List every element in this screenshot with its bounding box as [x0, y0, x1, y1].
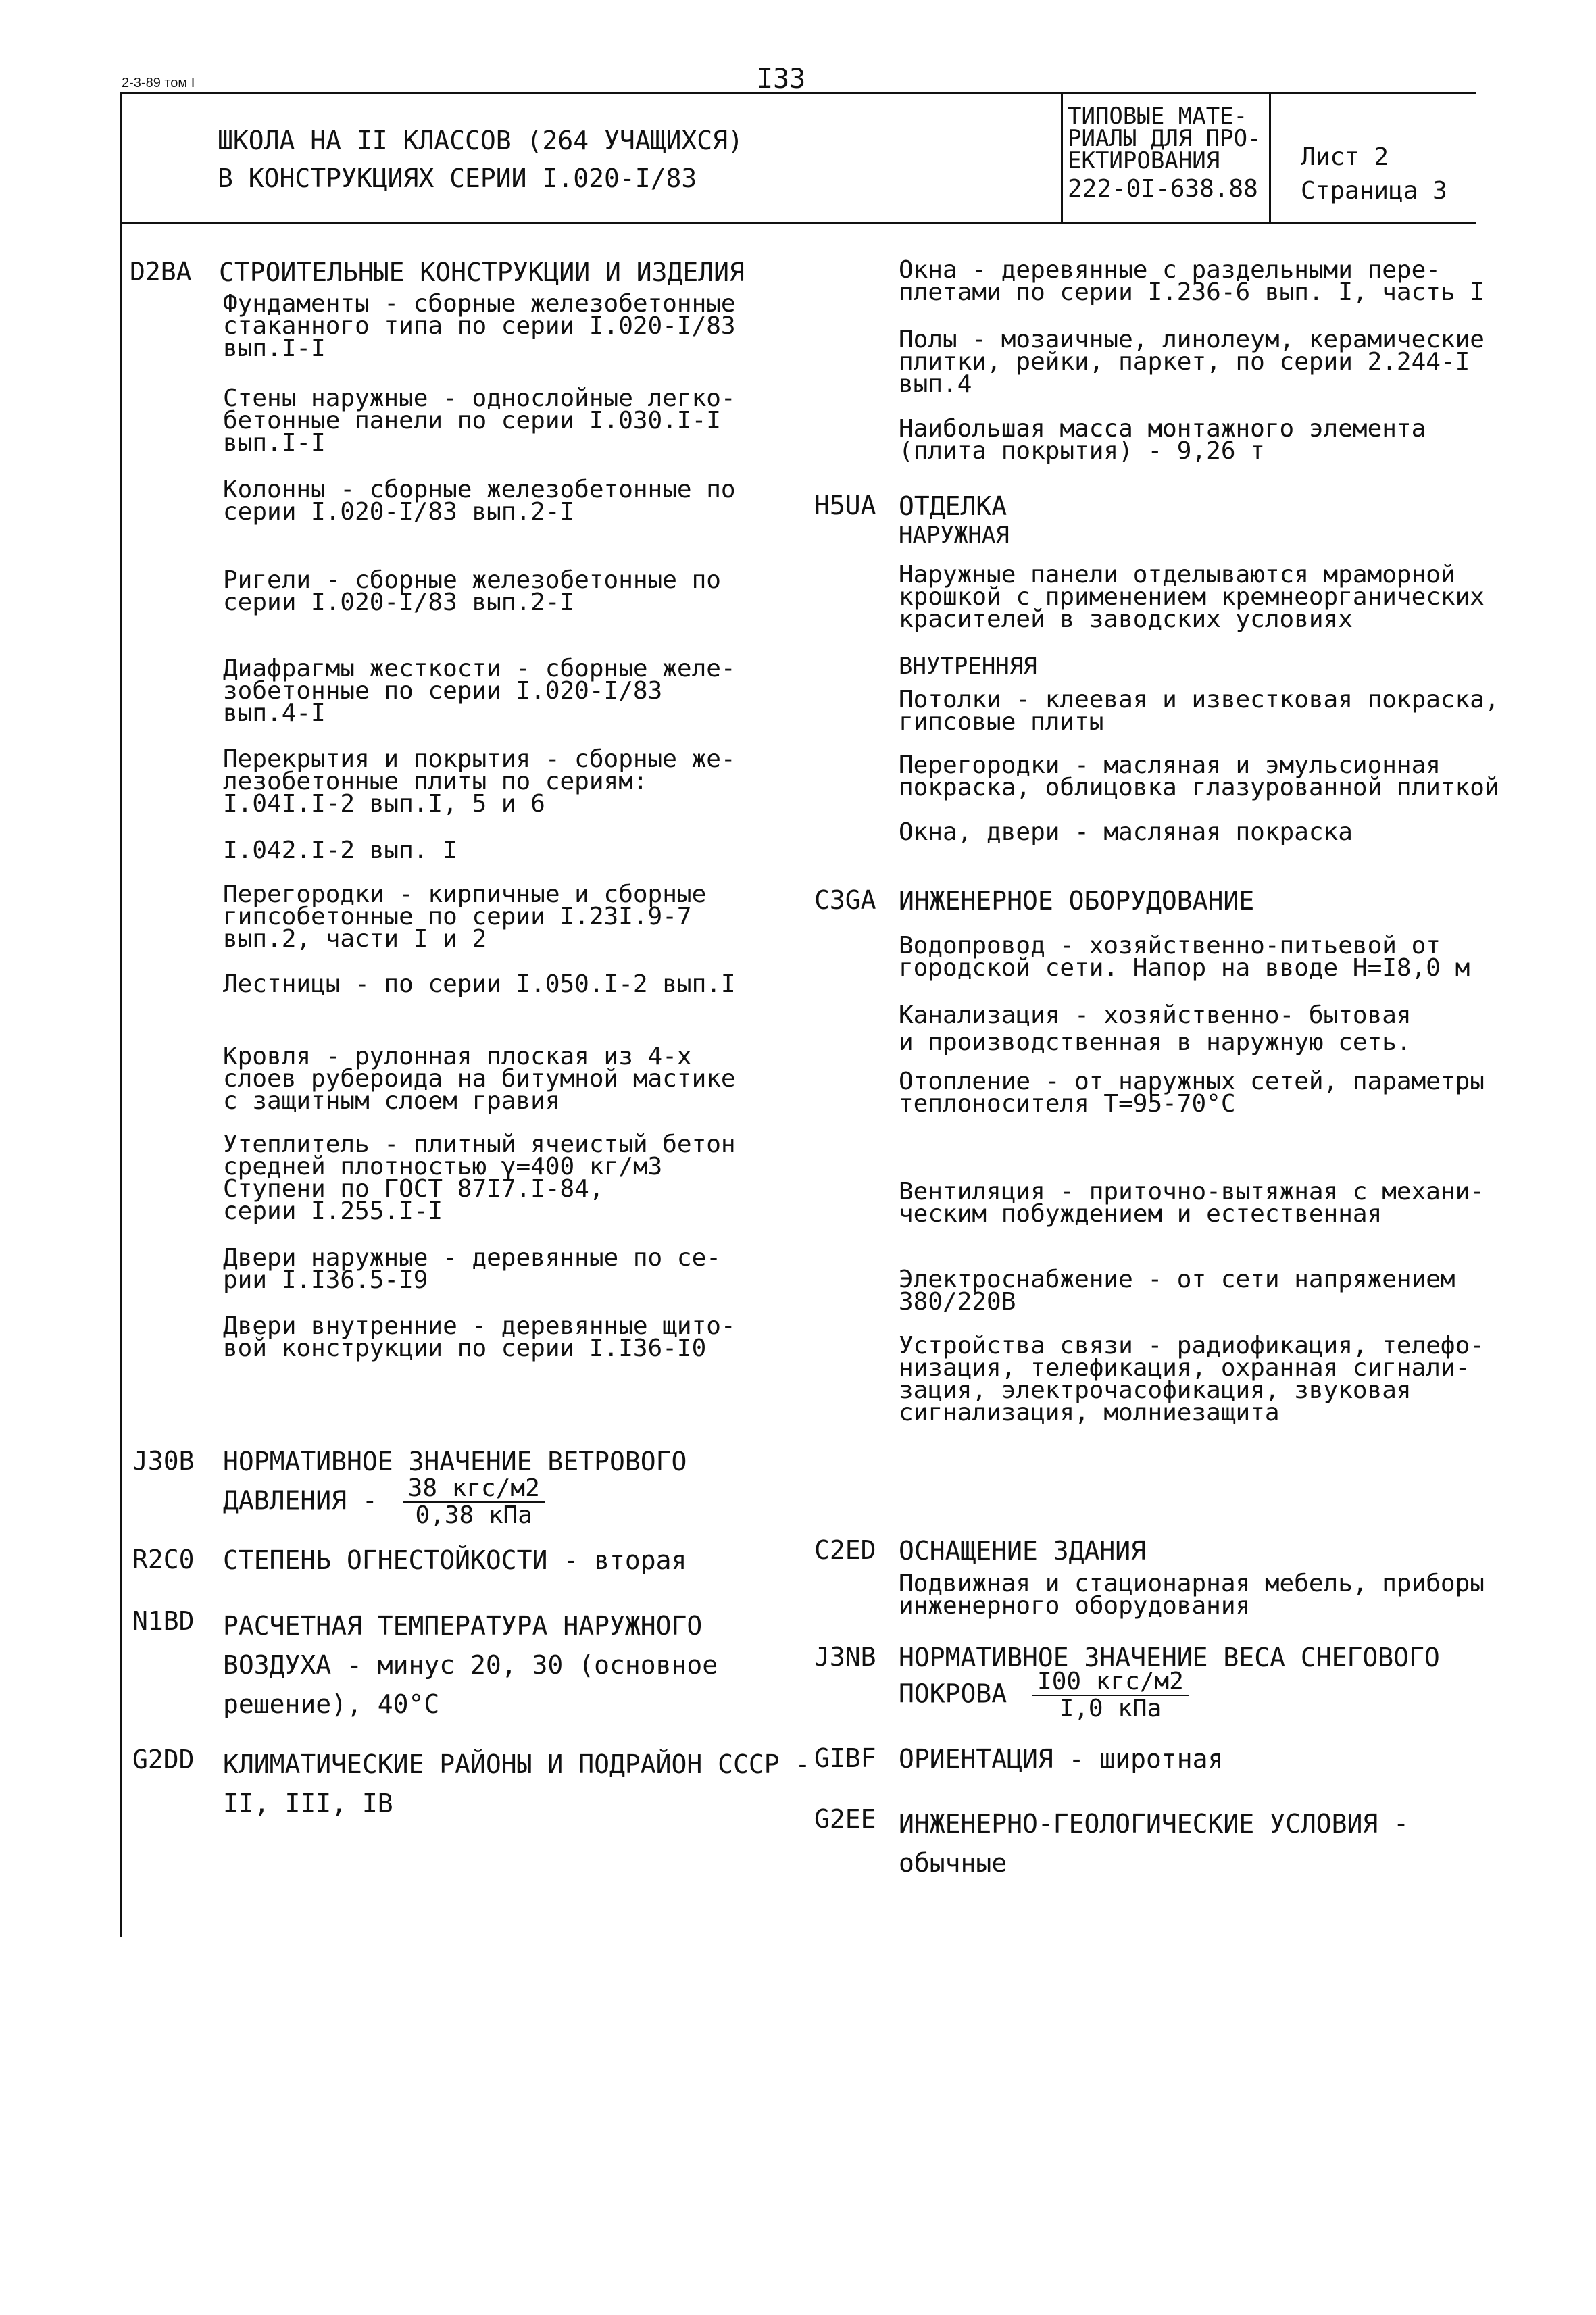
wind-pressure-value — [223, 1476, 842, 1528]
foundations-text: Фундаменты - сборные железобетонные стаканного типа по серии I.020-I/83 вып.I-I — [223, 290, 736, 362]
stairs-text: Лестницы - по серии I.050.I-2 вып.I — [223, 970, 736, 998]
section-title: НОРМАТИВНОЕ ЗНАЧЕНИЕ ВЕТРОВОГО — [223, 1447, 687, 1476]
section-title: ИНЖЕНЕРНО-ГЕОЛОГИЧЕСКИЕ УСЛОВИЯ - — [899, 1809, 1409, 1839]
header-divider-2 — [1269, 92, 1271, 222]
section-code: G2DD — [132, 1745, 195, 1774]
slabs-text: Перекрытия и покрытия - сборные же- лезобетонные плиты по сериям: I.04I.I-2 вып.I, 5 и 6 — [223, 745, 736, 818]
section-title: НОРМАТИВНОЕ ЗНАЧЕНИЕ ВЕСА СНЕГОВОГО — [899, 1643, 1440, 1672]
columns-text: Колонны - сборные железобетонные по серии I.020-I/83 вып.2-I — [223, 476, 736, 526]
slabs-series-text: I.042.I-2 вып. I — [223, 837, 457, 864]
diaphragms-text: Диафрагмы жесткости - сборные желе- зобетонные по серии I.020-I/83 вып.4-I — [223, 655, 736, 727]
section-climate-regions — [132, 1745, 876, 1823]
snow-load-fraction — [1032, 1669, 1189, 1722]
stamp-line3: ЕКТИРОВАНИЯ — [1068, 147, 1220, 174]
walls-text: Стены наружные - однослойные легко- бетонные панели по серии I.030.I-I вып.I-I — [223, 384, 736, 457]
partitions-text: Перегородки - кирпичные и сборные гипсобетонные по серии I.23I.9-7 вып.2, части I и 2 — [223, 880, 707, 953]
section-building-equipment — [814, 1535, 1571, 1566]
section-code: H5UA — [814, 491, 876, 520]
snow-load-label: ПОКРОВА — [899, 1678, 1007, 1709]
section-finishing — [814, 491, 1571, 549]
interior-subtitle: ВНУТРЕННЯЯ — [899, 653, 1037, 680]
communications-text: Устройства связи - радиофикация, телефо- низация, телефикация, охранная сигнали- зация, электрочасофикация, звуковая сигнализация, молниезащита — [899, 1332, 1485, 1426]
document-title-line2: В КОНСТРУКЦИЯХ СЕРИИ I.020-I/83 — [218, 164, 697, 193]
heating-text: Отопление - от наружных сетей, параметры теплоносителя T=95-70°C — [899, 1068, 1485, 1118]
climate-regions-values: II, III, IB — [223, 1789, 393, 1818]
section-title: КЛИМАТИЧЕСКИЕ РАЙОНЫ И ПОДРАЙОН СССР - — [223, 1749, 811, 1779]
ceilings-text: Потолки - клеевая и известковая покраска, гипсовые плиты — [899, 686, 1499, 736]
sewerage-text: Канализация - хозяйственно- бытовая и производственная в наружную сеть. — [899, 1001, 1412, 1056]
exterior-subtitle: НАРУЖНАЯ — [899, 522, 1009, 549]
power-supply-text: Электроснабжение - от сети напряжением 380/220В — [899, 1266, 1455, 1316]
wind-pressure-fraction — [403, 1476, 545, 1528]
outdoor-temperature-line2: ВОЗДУХА - минус 20, 30 (основное — [223, 1650, 718, 1680]
sheet-label: Лист 2 — [1301, 143, 1389, 171]
section-wind-pressure — [132, 1446, 842, 1528]
section-title: РАСЧЕТНАЯ ТЕМПЕРАТУРА НАРУЖНОГО — [223, 1611, 703, 1641]
stamp-line4: 222-0I-638.88 — [1068, 175, 1258, 203]
stamp-line1: ТИПОВЫЕ МАТЕ- — [1068, 103, 1248, 130]
section-code: J30B — [132, 1446, 195, 1476]
wind-pressure-denominator: 0,38 кПа — [415, 1501, 532, 1529]
wind-pressure-numerator: 38 кгс/м2 — [403, 1476, 545, 1503]
section-building-structures — [130, 257, 805, 288]
insulation-text: Утеплитель - плитный ячеистый бетон средней плотностью γ=400 кг/м3 Ступени по ГОСТ 87I7.I-84, серии I.255.I-I — [223, 1130, 736, 1225]
snow-load-denominator: I,0 кПа — [1059, 1695, 1162, 1722]
section-code: C2ED — [814, 1535, 876, 1565]
section-snow-load — [814, 1642, 1571, 1722]
section-title: ОРИЕНТАЦИЯ - широтная — [899, 1744, 1224, 1774]
section-code: GIBF — [814, 1743, 876, 1773]
section-code: R2C0 — [132, 1545, 195, 1574]
section-geology — [814, 1804, 1571, 1883]
section-code: J3NB — [814, 1642, 876, 1672]
max-mass-text: Наибольшая масса монтажного элемента (плита покрытия) - 9,26 т — [899, 415, 1426, 465]
ventilation-text: Вентиляция - приточно-вытяжная с механи- ческим побуждением и естественная — [899, 1178, 1485, 1228]
document-title-line1: ШКОЛА НА II КЛАССОВ (264 УЧАЩИХСЯ) — [218, 126, 743, 155]
document-title — [218, 122, 743, 197]
section-code: C3GA — [814, 885, 876, 915]
header-divider-1 — [1061, 92, 1063, 222]
section-outdoor-temperature — [132, 1606, 842, 1724]
roof-text: Кровля - рулонная плоская из 4-х слоев рубероида на битумной мастике с защитным слоем гравия — [223, 1043, 736, 1115]
exterior-finish-text: Наружные панели отделываются мраморной крошкой с применением кремнеорганических красителей в заводских условиях — [899, 561, 1485, 633]
page-number: I33 — [757, 64, 806, 95]
section-code: G2EE — [814, 1804, 876, 1834]
snow-load-value — [899, 1669, 1571, 1722]
partitions-finish-text: Перегородки - масляная и эмульсионная покраска, облицовка глазурованной плиткой — [899, 751, 1499, 801]
page-label: Страница 3 — [1301, 177, 1447, 205]
wind-pressure-label: ДАВЛЕНИЯ - — [223, 1485, 378, 1516]
floors-text: Полы - мозаичные, линолеум, керамические плитки, рейки, паркет, по серии 2.244-I вып.4 — [899, 326, 1485, 398]
stamp-line2: РИАЛЫ ДЛЯ ПРО- — [1068, 125, 1262, 152]
inner-doors-text: Двери внутренние - деревянные щито- вой конструкции по серии I.I36-I0 — [223, 1312, 736, 1362]
windows-text: Окна - деревянные с раздельными пере- плетами по серии I.236-6 вып. I, часть I — [899, 256, 1485, 306]
windows-doors-finish-text: Окна, двери - масляная покраска — [899, 818, 1353, 846]
series-stamp — [1068, 103, 1262, 203]
section-code: N1BD — [132, 1606, 195, 1636]
outer-doors-text: Двери наружные - деревянные по се- рии I.I36.5-I9 — [223, 1244, 721, 1294]
snow-load-numerator: I00 кгс/м2 — [1032, 1669, 1189, 1696]
outdoor-temperature-line3: решение), 40°C — [223, 1689, 440, 1719]
body-left-border — [120, 220, 122, 1937]
water-supply-text: Водопровод - хозяйственно-питьевой от городской сети. Напор на вводе H=I8,0 м — [899, 932, 1470, 982]
section-code: D2BA — [130, 257, 192, 287]
volume-label: 2-3-89 том I — [122, 76, 195, 91]
girders-text: Ригели - сборные железобетонные по серии I.020-I/83 вып.2-I — [223, 566, 721, 616]
section-title: СТРОИТЕЛЬНЫЕ КОНСТРУКЦИИ И ИЗДЕЛИЯ — [219, 257, 745, 287]
section-orientation — [814, 1743, 1571, 1774]
geology-value: обычные — [899, 1848, 1007, 1878]
furniture-text: Подвижная и стационарная мебель, приборы инженерного оборудования — [899, 1570, 1485, 1620]
section-title: ОТДЕЛКА — [899, 491, 1007, 521]
section-fire-resistance — [132, 1545, 842, 1576]
section-title: ОСНАЩЕНИЕ ЗДАНИЯ — [899, 1536, 1147, 1566]
section-title: ИНЖЕНЕРНОЕ ОБОРУДОВАНИЕ — [899, 886, 1255, 916]
section-engineering-equipment — [814, 885, 1571, 916]
section-title: СТЕПЕНЬ ОГНЕСТОЙКОСТИ - вторая — [223, 1545, 687, 1575]
